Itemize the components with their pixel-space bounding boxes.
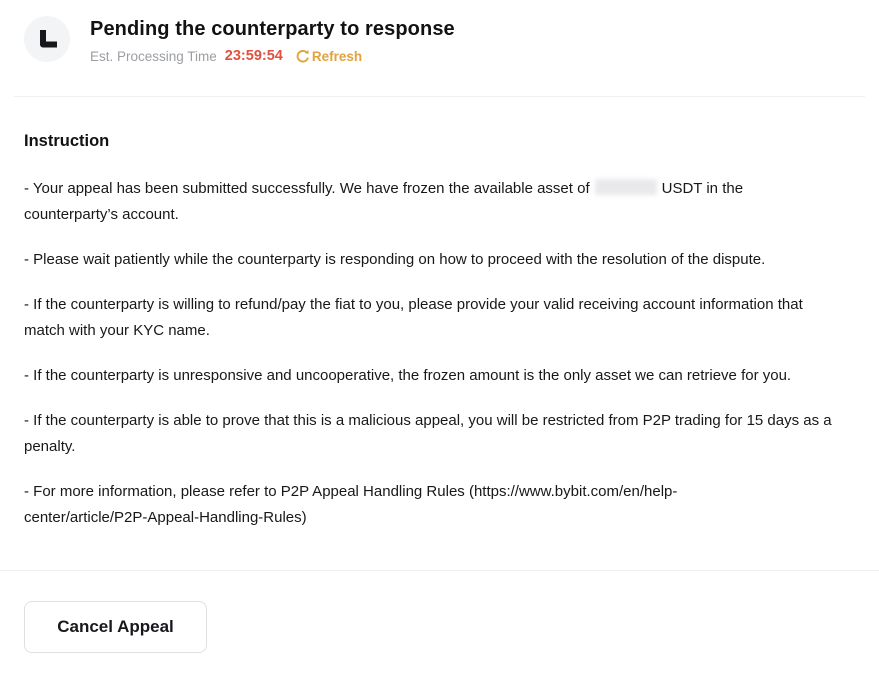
- redacted-amount: [595, 179, 657, 195]
- instruction-section: [0, 132, 879, 531]
- instruction-paragraph-1: [24, 176, 824, 228]
- paragraph-1-text-before: - Your appeal has been submitted successfully. We have frozen the available asset of: [24, 180, 590, 197]
- paragraph-1-text-after: USDT in the counterparty’s account.: [24, 180, 744, 223]
- header-text-block: [90, 16, 455, 65]
- page-title: Pending the counterparty to response: [90, 18, 455, 40]
- footer-actions: [0, 571, 879, 653]
- appeal-status-header: [0, 0, 879, 65]
- header-divider: [14, 96, 865, 97]
- instruction-heading: Instruction: [24, 132, 110, 150]
- instruction-paragraph-3: - If the counterparty is willing to refund/pay the fiat to you, please provide your valid receiving account information that match with your KYC name.: [24, 296, 803, 339]
- refresh-label: Refresh: [311, 49, 363, 64]
- instruction-paragraph-4: - If the counterparty is unresponsive and uncooperative, the frozen amount is the only asset we can retrieve for you.: [24, 367, 792, 384]
- refresh-icon: [295, 49, 310, 64]
- instruction-paragraph-5: - If the counterparty is able to prove that this is a malicious appeal, you will be restricted from P2P trading for 15 days as a penalty.: [24, 412, 832, 455]
- cancel-appeal-button[interactable]: Cancel Appeal: [24, 601, 207, 653]
- countdown-timer: 23:59:54: [224, 48, 283, 64]
- refresh-button[interactable]: [295, 49, 362, 64]
- processing-time-row: [90, 48, 455, 65]
- est-processing-label: Est. Processing Time: [90, 49, 217, 64]
- instruction-paragraph-6: - For more information, please refer to P2P Appeal Handling Rules (https://www.bybit.com/en/help-center/article/P2P-Appeal-Handling-Rules): [24, 483, 678, 526]
- instruction-paragraph-2: - Please wait patiently while the counterparty is responding on how to proceed with the resolution of the dispute.: [24, 251, 766, 268]
- clock-icon: [24, 16, 70, 62]
